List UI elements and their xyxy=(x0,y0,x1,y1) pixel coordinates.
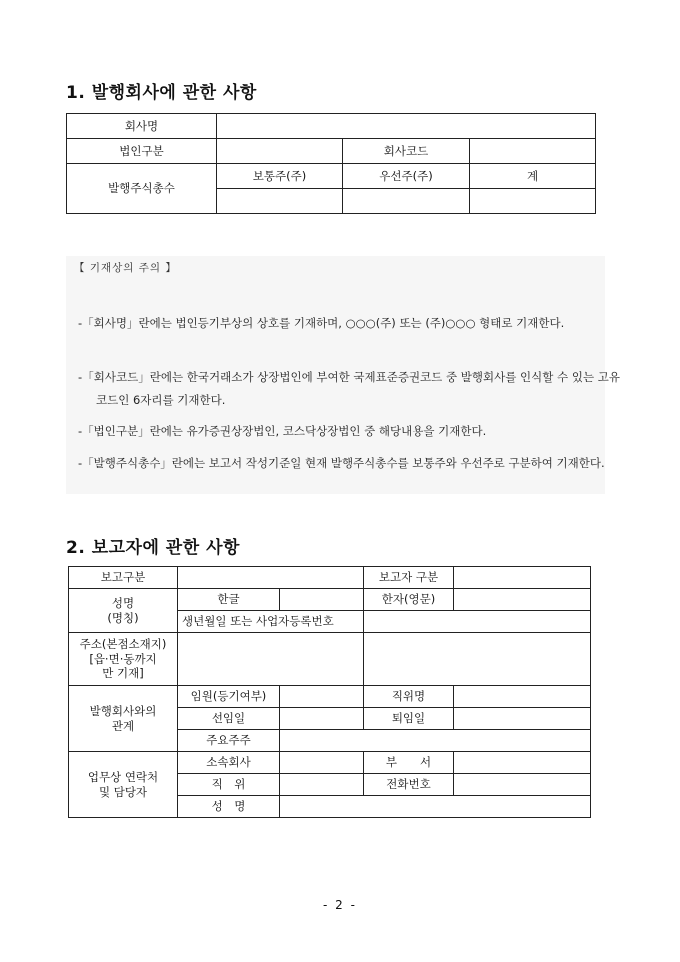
company-code-field[interactable] xyxy=(470,139,596,164)
appointed-label: 선임일 xyxy=(178,708,280,730)
phone-field[interactable] xyxy=(454,774,591,796)
job-title-label: 직 위 xyxy=(178,774,280,796)
table-row xyxy=(67,139,596,164)
phone-label: 전화번호 xyxy=(364,774,454,796)
total-shares-field[interactable] xyxy=(470,189,596,214)
retired-field[interactable] xyxy=(454,708,591,730)
retired-label: 퇴임일 xyxy=(364,708,454,730)
department-label: 부 서 xyxy=(364,752,454,774)
table-row xyxy=(69,633,591,686)
note-item: -「발행주식총수」란에는 보고서 작성기준일 현재 발행주식총수를 보통주와 우선주로 구분하여 기재한다. xyxy=(78,456,605,470)
company-code-label: 회사코드 xyxy=(343,139,470,164)
department-field[interactable] xyxy=(454,752,591,774)
corp-type-field[interactable] xyxy=(217,139,343,164)
reporter-type-label: 보고구분 xyxy=(69,567,178,589)
note-item: -「회사명」란에는 법인등기부상의 상호를 기재하며, ○○○(주) 또는 (주)○○○ 형태로 기재한다. xyxy=(78,316,565,330)
address-field-1[interactable] xyxy=(178,633,364,686)
table-row xyxy=(69,589,591,611)
reporter-table xyxy=(68,566,591,818)
appointed-field[interactable] xyxy=(280,708,364,730)
contact-name-field[interactable] xyxy=(280,796,591,818)
company-name-field[interactable] xyxy=(217,114,596,139)
total-shares-label: 발행주식총수 xyxy=(67,164,217,214)
reporter-category-label: 보고자 구분 xyxy=(364,567,454,589)
notes-title: 【 기재상의 주의 】 xyxy=(74,262,177,274)
major-holder-field[interactable] xyxy=(280,730,591,752)
position-field[interactable] xyxy=(454,686,591,708)
note-item: -「회사코드」란에는 한국거래소가 상장법인에 부여한 국제표준증권코드 중 발행회사를 인식할 수 있는 고유코드인 6자리를 기재한다. xyxy=(78,370,620,407)
affiliation-field[interactable] xyxy=(280,752,364,774)
preferred-shares-label: 우선주(주) xyxy=(343,164,470,189)
contact-label: 업무상 연락처 및 담당자 xyxy=(69,752,178,818)
birth-reg-field[interactable] xyxy=(364,611,591,633)
preferred-shares-field[interactable] xyxy=(343,189,470,214)
note-item: -「법인구분」란에는 유가증권상장법인, 코스닥상장법인 중 해당내용을 기재한다. xyxy=(78,424,487,438)
corp-type-label: 법인구분 xyxy=(67,139,217,164)
total-shares-sum-label: 계 xyxy=(470,164,596,189)
contact-name-label: 성 명 xyxy=(178,796,280,818)
section2-heading: 2. 보고자에 관한 사항 xyxy=(66,538,240,558)
korean-name-field[interactable] xyxy=(280,589,364,611)
common-shares-field[interactable] xyxy=(217,189,343,214)
address-label: 주소(본점소재지) [읍·면·동까지 만 기재] xyxy=(69,633,178,686)
common-shares-label: 보통주(주) xyxy=(217,164,343,189)
name-label: 성명 (명칭) xyxy=(69,589,178,633)
major-holder-label: 주요주주 xyxy=(178,730,280,752)
table-row xyxy=(67,114,596,139)
table-row xyxy=(67,164,596,189)
korean-name-label: 한글 xyxy=(178,589,280,611)
reporter-type-field[interactable] xyxy=(178,567,364,589)
position-label: 직위명 xyxy=(364,686,454,708)
issuer-table xyxy=(66,113,596,214)
page-number: - 2 - xyxy=(323,898,357,912)
executive-field[interactable] xyxy=(280,686,364,708)
hanja-name-field[interactable] xyxy=(454,589,591,611)
section1-heading: 1. 발행회사에 관한 사항 xyxy=(66,83,257,103)
reporter-category-field[interactable] xyxy=(454,567,591,589)
executive-label: 임원(등기여부) xyxy=(178,686,280,708)
hanja-name-label: 한자(영문) xyxy=(364,589,454,611)
relation-label: 발행회사와의 관계 xyxy=(69,686,178,752)
company-name-label: 회사명 xyxy=(67,114,217,139)
table-row xyxy=(69,686,591,708)
table-row xyxy=(69,567,591,589)
filing-notes-box xyxy=(66,256,620,494)
job-title-field[interactable] xyxy=(280,774,364,796)
address-field-2[interactable] xyxy=(364,633,591,686)
table-row xyxy=(69,752,591,774)
affiliation-label: 소속회사 xyxy=(178,752,280,774)
birth-reg-label: 생년월일 또는 사업자등록번호 xyxy=(178,611,364,633)
